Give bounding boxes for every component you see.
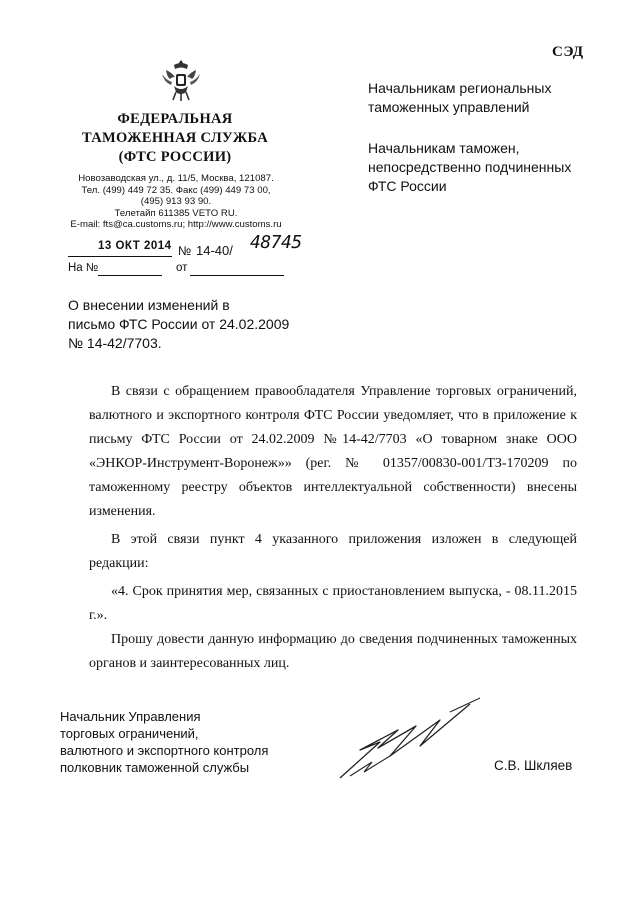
subject-line: письмо ФТС России от 24.02.2009 [68,316,290,332]
organization-title-line: (ФТС РОССИИ) [118,149,232,165]
addressee-line: ФТС России [368,178,447,194]
subject-line: № 14-42/7703. [68,335,162,351]
body-paragraph [89,380,577,524]
addressee-block [368,139,598,196]
letter-subject [68,296,308,353]
registration-number-printed: 14-40/ [196,243,233,258]
signatory-title-line: торговых ограничений, [60,726,199,741]
organization-contacts [64,173,288,231]
sed-mark: СЭД [552,44,584,60]
paragraph-text: В связи с обращением правообладателя Управление торговых ограничений, валютного и экспортного контроля ФТС России уведомляет, что в приложение к письму ФТС России от 24.02.2009 №14-42/7703 «О товарном знаке ООО «ЭНКОР-Инструмент-Воронеж»» (рег. № 01357/00830-001/ТЗ-170209 по таможенному реестру объектов интеллектуальной собственности) внесены изменения. [89,384,577,519]
contact-line: Тел. (499) 449 72 35. Факс (499) 449 73 00, [81,184,271,196]
addressee-block [368,79,598,117]
contact-line: (495) 913 93 90. [140,196,212,208]
signatory-name: С.В. Шкляев [494,758,573,773]
reference-date-blank [190,275,284,276]
reference-number-blank [98,275,162,276]
paragraph-text: «4. Срок принятия мер, связанных с приостановлением выпуска, - 08.11.2015 г.». [89,584,577,623]
reference-number-label: На № [68,262,99,274]
contact-line: Новозаводская ул., д. 11/5, Москва, 121087. [78,173,274,184]
paragraph-text: Прошу довести данную информацию до сведения подчиненных таможенных органов и заинтересованных лиц. [89,632,577,671]
registration-number-label: № [178,244,192,258]
contact-line: E-mail: fts@ca.customs.ru; http://www.customs.ru [70,219,282,231]
signatory-title [60,708,268,776]
coat-of-arms-emblem [160,56,202,102]
addressee-line: таможенных управлений [368,99,530,115]
registration-date-stamp: 13 ОКТ 2014 [98,240,172,252]
organization-title [70,110,280,167]
addressee-line: Начальникам региональных [368,80,552,96]
signatory-title-line: Начальник Управления [60,709,201,724]
signatory-title-line: полковник таможенной службы [60,760,250,775]
body-paragraph [89,580,577,628]
handwritten-signature [320,690,500,790]
paragraph-text: В этой связи пункт 4 указанного приложения изложен в следующей редакции: [89,532,577,571]
contact-line: Телетайп 611385 VETO RU. [114,207,238,219]
subject-line: О внесении изменений в [68,297,230,313]
body-paragraph [89,628,577,676]
addressee-line: непосредственно подчиненных [368,159,572,175]
organization-title-line: ФЕДЕРАЛЬНАЯ [117,111,233,127]
addressee-line: Начальникам таможен, [368,140,520,156]
signatory-title-line: валютного и экспортного контроля [60,743,269,758]
registration-date-underline [68,256,172,257]
body-paragraph [89,528,577,576]
registration-number-handwritten: 48745 [250,232,302,253]
reference-date-label: от [176,262,188,274]
organization-title-line: ТАМОЖЕННАЯ СЛУЖБА [81,130,269,146]
